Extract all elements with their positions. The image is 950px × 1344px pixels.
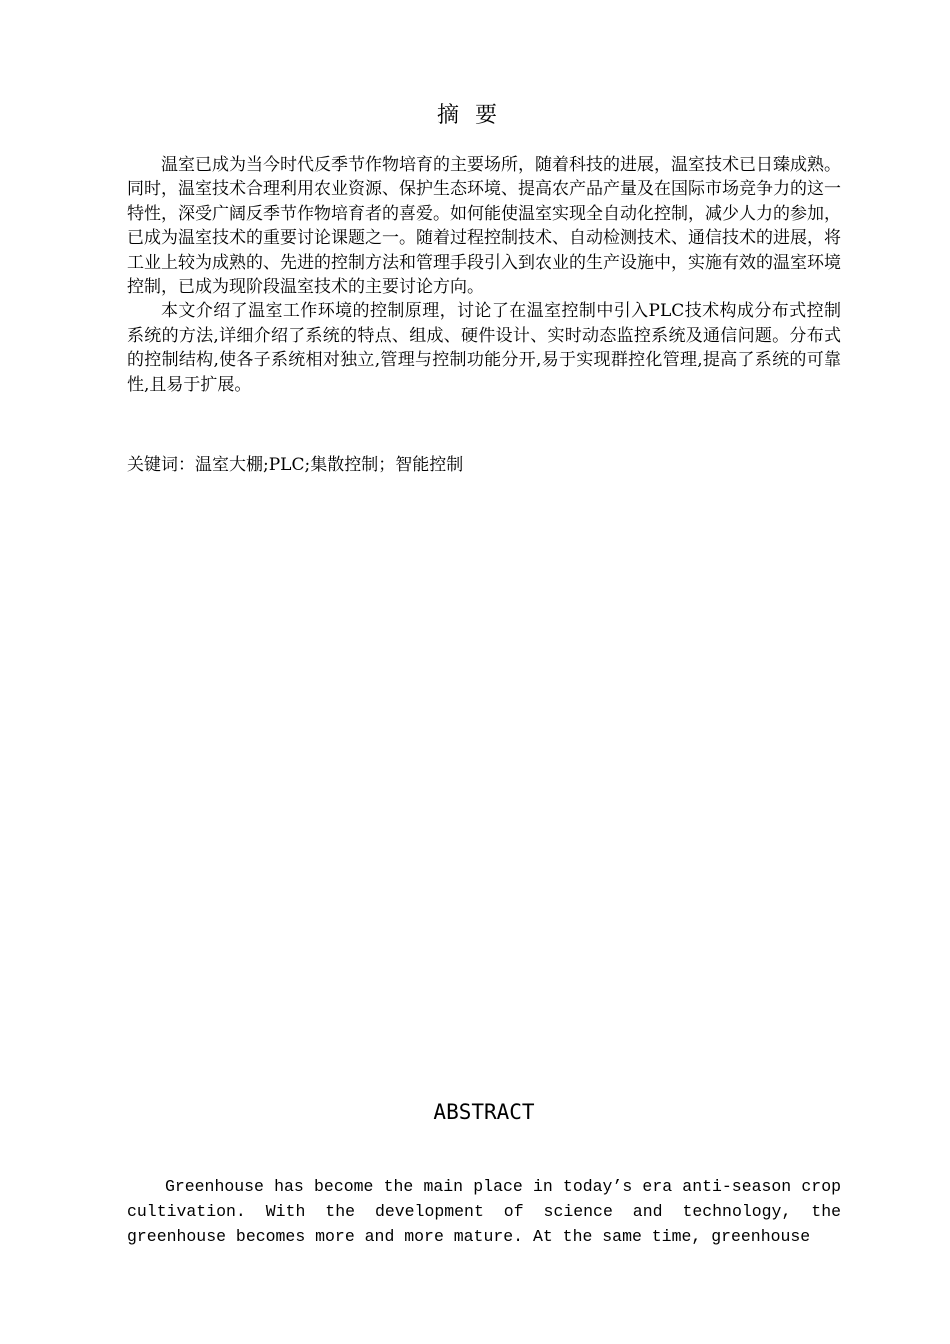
english-abstract-body (127, 1175, 841, 1249)
chinese-abstract-title: 摘要 (436, 103, 513, 128)
english-abstract-title: ABSTRACT (433, 1100, 535, 1124)
english-abstract-paragraph-1: Greenhouse has become the main place in today’s era anti-season crop cultivation. With the development of science and technology, the greenhouse becomes more and more mature. At the same time, greenhouse (127, 1177, 841, 1246)
chinese-abstract-body (127, 153, 841, 397)
chinese-abstract-paragraph-2: 本文介绍了温室工作环境的控制原理，讨论了在温室控制中引入PLC技术构成分布式控制系统的方法,详细介绍了系统的特点、组成、硬件设计、实时动态监控系统及通信问题。分布式的控制结构,使各子系统相对独立,管理与控制功能分开,易于实现群控化管理,提高了系统的可靠性,且易于扩展。 (127, 301, 841, 395)
chinese-abstract-paragraph-1: 温室已成为当今时代反季节作物培育的主要场所，随着科技的进展，温室技术已日臻成熟。同时，温室技术合理利用农业资源、保护生态环境、提高农产品产量及在国际市场竞争力的这一特性，深受广阔反季节作物培育者的喜爱。如何能使温室实现全自动化控制，减少人力的参加，已成为温室技术的重要讨论课题之一。随着过程控制技术、自动检测技术、通信技术的进展，将工业上较为成熟的、先进的控制方法和管理手段引入到农业的生产设施中，实施有效的温室环境控制，已成为现阶段温室技术的主要讨论方向。 (127, 155, 841, 298)
chinese-keywords: 关键词：温室大棚;PLC;集散控制；智能控制 (127, 455, 464, 475)
